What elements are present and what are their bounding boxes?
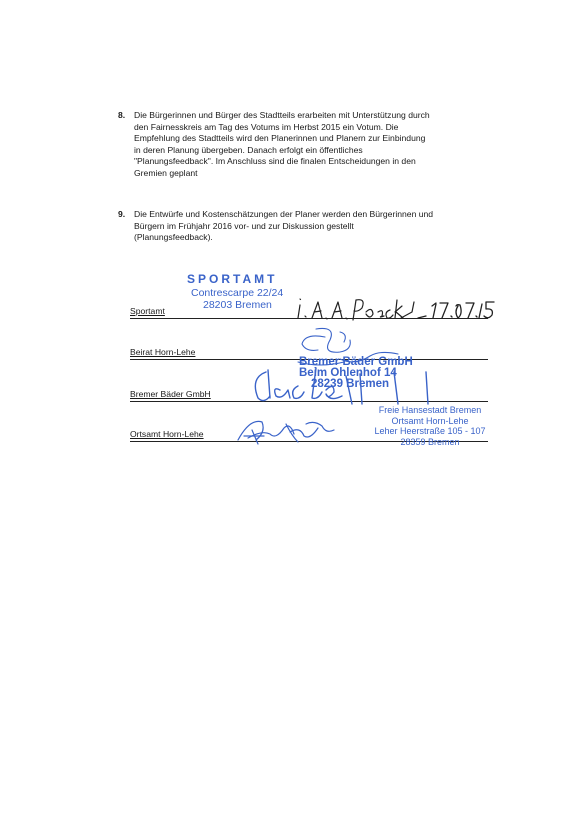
signature-label-sportamt: Sportamt bbox=[130, 306, 165, 316]
item-line: Bürgern im Frühjahr 2016 vor- und zur Diskussion gestellt bbox=[134, 220, 354, 231]
signature-label-baeder: Bremer Bäder GmbH bbox=[130, 389, 211, 399]
item-line: Die Bürgerinnen und Bürger des Stadtteils erarbeiten mit Unterstützung durch bbox=[134, 110, 430, 120]
stamp-line: Contrescarpe 22/24 bbox=[191, 287, 284, 299]
stamp-title: SPORTAMT bbox=[187, 272, 278, 286]
item-line: in deren Planung übergeben. Danach erfolgt ein öffentliches bbox=[134, 144, 363, 155]
item-number: 9. bbox=[118, 209, 126, 219]
item-number: 8. bbox=[118, 110, 126, 120]
handwritten-signature-baeder bbox=[255, 368, 428, 404]
signature-label-beirat: Beirat Horn-Lehe bbox=[130, 347, 196, 357]
handwritten-signature-sportamt bbox=[298, 299, 414, 320]
item-line: "Planungsfeedback". Im Anschluss sind die finalen Entscheidungen in den bbox=[134, 156, 416, 167]
handwritten-signature-ortsamt bbox=[238, 421, 334, 444]
handwritten-signature-beirat bbox=[298, 328, 398, 365]
signature-label-ortsamt: Ortsamt Horn-Lehe bbox=[130, 429, 204, 439]
handwritten-date bbox=[418, 302, 494, 318]
stamp-line: Beim Ohlenhof 14 bbox=[299, 367, 397, 379]
item-line: Die Entwürfe und Kostenschätzungen der Planer werden den Bürgerinnen und bbox=[134, 209, 434, 219]
stamp-line: Bremer Bäder GmbH bbox=[299, 356, 413, 368]
stamp-line: 28239 Bremen bbox=[311, 378, 389, 390]
stamp-line: 28203 Bremen bbox=[203, 299, 272, 311]
item-line: Empfehlung des Stadtteils wird den Planerinnen und Planern zur Einbindung bbox=[134, 133, 426, 144]
stamp-line: 28359 Bremen bbox=[400, 436, 460, 447]
item-line: Gremien geplant bbox=[134, 167, 198, 178]
stamp-line: Leher Heerstraße 105 - 107 bbox=[374, 426, 486, 436]
item-line: den Fairnesskreis am Tag des Votums im Herbst 2015 ein Votum. Die bbox=[134, 121, 399, 132]
stamp-line: Ortsamt Horn-Lehe bbox=[391, 415, 469, 426]
item-line: (Planungsfeedback). bbox=[134, 232, 213, 243]
stamp-line: Freie Hansestadt Bremen bbox=[378, 405, 482, 415]
